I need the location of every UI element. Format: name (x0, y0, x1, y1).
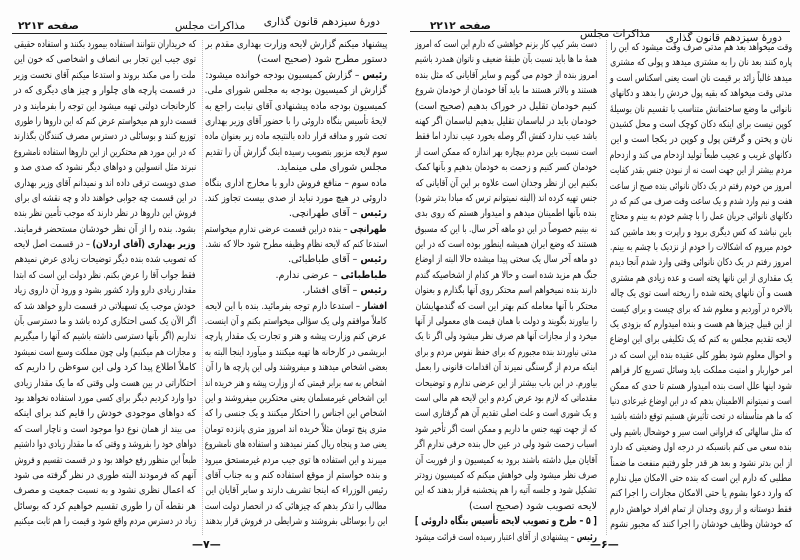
line-text: است و نمیتوانم الاطمینان بدهم که در این اوضاع غیرعادی دنیا (610, 395, 792, 407)
text-line (14, 191, 196, 206)
column-left (14, 37, 196, 530)
line-text: همهٔ ما ها باید نسبت بآن طبقهٔ ضعیف و ناتوان همدرد باشیم (415, 54, 597, 66)
line-text: – پیشنهادی از آقای اعتبار رسیده است قرائت میشود (415, 531, 577, 543)
line-text: اشخاص این اجناس را احتکار میکنند و یک جنسی را که (205, 408, 387, 420)
text-line (14, 360, 196, 375)
speaker-name: رئیس (361, 69, 387, 81)
text-line (415, 268, 597, 283)
line-text: نان و پختن و گرفتن پول و کوپن در یکجا است و این (610, 134, 792, 146)
line-text: در قسمت پارچه های چلوار و چیز های دیگری که در (14, 85, 196, 97)
line-text: مطالب را تذکر بدهم که چیزهائی که در انحصار دولت است (205, 500, 387, 512)
text-line (415, 422, 597, 437)
line-text: – عرضی ندارم. (275, 269, 341, 281)
text-line (610, 209, 792, 224)
text-line (205, 360, 387, 375)
text-line (205, 99, 387, 114)
text-line (205, 314, 387, 329)
text-line (415, 499, 597, 514)
text-line (610, 55, 792, 70)
text-line (14, 406, 196, 421)
speaker-name: رئیس (360, 208, 387, 220)
text-line (14, 222, 196, 237)
line-text: – آقای طباطبائی. (288, 254, 361, 266)
speaker-name: طهرانچی (350, 223, 387, 235)
text-line (14, 37, 196, 52)
line-text: مطلبی که دارم این است که بنده حتی الامکان میل ندارم (610, 472, 792, 484)
text-line (415, 68, 597, 83)
line-text: اسباب زحمت شود ولی در عین حال بنده حرفی ندارم اگر (415, 439, 597, 451)
line-text: لایحه تصویب شود (صحیح است) (468, 500, 597, 512)
line-text: دکانهای غریب و عجیب طبعاً تولید ازدحام می کند و ازدحام (610, 149, 792, 161)
line-text: قسمت دارو هم میخواستم عرض کنم که این داروها را طوری (14, 115, 196, 127)
line-text: امروز رفتم در یک دکان نانوائی وقتی وارد شدم آنجا دیدم (610, 257, 792, 269)
speaker-name: رئیس (576, 531, 597, 543)
text-line (610, 86, 792, 101)
text-line (14, 376, 196, 391)
line-text: – آقای افشار. (302, 285, 361, 297)
text-line (14, 345, 196, 360)
speaker-name: وزیر بهداری (آقای اردلان) (92, 239, 196, 251)
line-text: دواهای خود را بفروشد و وقتی که ما مقدار زیادی دوا داشتیم (14, 439, 196, 451)
line-text: دو ماهه آخر سال یک سختی پیدا میشده حالا البته از اوضاع (415, 254, 597, 266)
line-text: وقت میخواهد بعد هم مدتی صرف وقت میشود که این را (610, 42, 792, 53)
line-text: – استدعا دارم توجه بفرمائید. بنده با این لایحه (205, 300, 363, 312)
text-line (14, 283, 196, 298)
line-text: هفت و نیم وارد شدم و یک ساعت وقت صرف می کنم که در (610, 195, 792, 207)
text-line (14, 160, 196, 175)
line-text: که تصویب شده بنده دیگر توضیحات زیادی عرض نمیدهم (14, 254, 196, 266)
text-line (610, 456, 792, 471)
text-line (14, 483, 196, 498)
line-text: دارند بنده نمیخواهم اسم محتکر روی آنها بگذارم و بعنوان (415, 285, 597, 297)
text-line (610, 286, 792, 301)
session-title: دورهٔ سیزدهم قانون گذاری (263, 16, 380, 28)
line-text: شود اینها علل است بنده امیدوار هستم تا حدی که ممکن (610, 380, 792, 392)
text-line (415, 437, 597, 452)
text-line (14, 52, 196, 67)
text-line (205, 68, 387, 83)
text-line (205, 268, 387, 283)
line-text: مجلس شورای ملی مینماید. (276, 162, 387, 174)
line-text: بشود. بنده را از آن نظر خودشان مستحضر فرمایند. (14, 223, 196, 235)
line-text: عرض کنم وزارت پیشه و هنر و تجارت یک مقدار پارچه (205, 331, 387, 343)
text-line (610, 425, 792, 440)
line-text: ابریشمی در کارخانه ها تهیه میکنند و میآورد اینجا البته به (205, 346, 387, 358)
text-line (610, 40, 792, 55)
page-right (400, 0, 800, 560)
line-text: اگر الآن یک کسی احتکاری کرده باشد و ما دسترسی بآن (14, 316, 196, 328)
line-text: سوم لایحه مزبور بتصویب رسیده اینک گزارش آن را تقدیم (205, 146, 387, 158)
line-text: کاملاً اطلاع پیدا کرد ولی این سوءظن را داریم که (14, 362, 196, 374)
column-divider (202, 40, 203, 535)
line-text: صدی دویست ترقی داده اند و نمیدانم آقای وزیر بهداری (14, 177, 196, 189)
text-line (415, 329, 597, 344)
line-text: لایحه تقدیم مجلس به کنم که یک تکلیفی برای این اوضاع (610, 334, 792, 346)
text-line (415, 252, 597, 267)
session-title: دورهٔ سیزدهم قانون گذاری (665, 32, 782, 44)
line-text: باین نباشد که کس دیگری برود و راپرت و بعد ماشین کند (610, 226, 792, 238)
line-text: خودش موجب یک تسهیلاتی در قسمت دارو خواهد شد که (14, 300, 196, 312)
line-text: ماده سوم – منافع فروش دارو با مخارج اداری بنگاه (205, 177, 387, 189)
line-text: فقط دوستانه و از روی وجدان از تمام افراد خواهش دارم (610, 503, 792, 515)
line-text: بیاورم. در این باب بیشتر از این عرضی ندارم و توضیحات (415, 377, 597, 389)
line-text: کنیم خودمان تقلیل در خوراک بدهیم (صحیح است) (415, 100, 597, 112)
line-text: مردم بیشتر از این جهت است نه از نبودن جنس بقدر کفایت (610, 165, 792, 177)
text-line (610, 486, 792, 501)
line-text: خودمان کسر کنیم و زحمت به خودمان بدهیم و بآنها کمک (415, 162, 597, 174)
text-line (205, 422, 387, 437)
section-heading: [ ۵ – طرح و تصویب لایحه تأسیس بنگاه داروئی ] (415, 515, 597, 528)
text-line (14, 114, 196, 129)
line-text: کاملاً موافقم ولی یک سؤالی میخواستم بکنم و آن اینست. (205, 316, 387, 328)
line-text: دست بشر کیپ کار بزنم خواهشی که دارم این است که امروز (415, 39, 597, 50)
line-text: این اشخاص غیرمسلمان یعنی محتکرین میفروشند و این (205, 392, 387, 404)
text-line (415, 391, 597, 406)
speaker-name: طباطبائی (340, 269, 387, 281)
line-text: خودم میروم که اشکالات را خودم از نزدیک با چشم به بینم. (610, 242, 792, 254)
text-line (610, 409, 792, 424)
text-line (415, 468, 597, 483)
text-line (415, 453, 597, 468)
line-text: متری پنج تومان مثلاً خریده اند امروز متری پانزده تومان (205, 423, 387, 435)
line-text: تحت شور و مداقه قرار داده بالنتیجه ماده زیر بعنوان ماده (205, 131, 387, 143)
text-line (415, 37, 597, 52)
text-line (610, 225, 792, 240)
line-text: که خریداران نتوانند استفاده بیمورد بکنند و استفاده حقیقی (14, 39, 196, 50)
line-text: – آقای طهرانچی. (288, 208, 361, 220)
line-text: گزارش از کمیسیون بودجه به مجلس شورای ملی. (205, 85, 387, 97)
column-divider (606, 40, 607, 535)
text-line (415, 222, 597, 237)
folio: —۷— (192, 538, 221, 551)
text-line (14, 437, 196, 452)
text-line (415, 99, 597, 114)
line-text: خودمان باید در لباسمان تقلیل بدهیم لباسمان اگر کهنه (415, 115, 597, 127)
line-text: آنهم که فرمودند البته طوری در نظر گرفته می شود (14, 469, 196, 481)
text-line (610, 394, 792, 409)
line-text: دستور مطرح شود (صحیح است) (257, 54, 387, 66)
text-line (14, 268, 196, 283)
text-line (205, 83, 387, 98)
text-line (610, 179, 792, 194)
text-line (610, 517, 792, 532)
line-text: کوپن نیست برای اینکه دکان کوچک است و محل کشیدن (610, 118, 792, 130)
text-line (610, 471, 792, 486)
text-line (14, 514, 196, 529)
line-text: هستند که وضع ایران همیشه اینطور بوده است که در این (415, 239, 597, 251)
line-text: میخرد و از مجازات آنها هم صرف نظر میشود ولی اگر تا یک (415, 331, 597, 343)
text-line (610, 194, 792, 209)
speaker-name: رئیس (360, 254, 387, 266)
text-line (415, 160, 597, 175)
line-text: مقدار زیادی دارو وارد کشور بشود و ورود آن داروی زیاد (14, 285, 196, 297)
text-line (415, 530, 597, 545)
line-text: هستند و بالاتر هستند ما باید آقا خودمان از خودمان شروع (415, 85, 597, 97)
text-line (205, 206, 387, 221)
text-line (610, 379, 792, 394)
running-title: مذاکرات مجلس (175, 20, 246, 32)
text-line (610, 255, 792, 270)
line-text: این را بوسائلی بفروشند و شرایطی در فروش قرار بدهند (205, 516, 387, 528)
text-line (415, 176, 597, 191)
text-line (610, 148, 792, 163)
text-line (14, 129, 196, 144)
text-line (14, 391, 196, 406)
column-right (610, 40, 792, 533)
text-line (610, 302, 792, 317)
line-text: بالاخره در آوردیم و معلوم شد که برای چیست و برای کیست (610, 303, 792, 315)
line-text: یعنی صد و پنجاه ریال کمتر نمیدهند و استفاده های نامشروع (205, 439, 387, 451)
text-line (205, 176, 387, 191)
line-text: اشخاص به سه برابر قیمتی که از وزارت پیشه و هنر خریده اند (205, 377, 387, 389)
text-line (14, 329, 196, 344)
text-line (610, 132, 792, 147)
text-line (14, 83, 196, 98)
line-text: صرف نظر میشود ولی خواهش میکنم که کمیسیون زودتر (415, 469, 597, 481)
text-line (610, 71, 792, 86)
text-line (415, 283, 597, 298)
line-text: از این بدتر نشود و بعد هر قدر جلو رفتیم منفعت ما ضمناً (610, 457, 792, 469)
text-line (14, 145, 196, 160)
text-line (415, 52, 597, 67)
text-line (415, 406, 597, 421)
text-line (205, 483, 387, 498)
text-line (415, 206, 597, 221)
line-text: استدعا کنم که لایحه نظام وظیفه مطرح شود حالا که نشد. (205, 239, 387, 251)
running-title: مذاکرات مجلس (580, 28, 651, 40)
text-line (610, 102, 792, 117)
line-text: امروز من خودم رفتم در یک دکان نانوائی بنده صبح از ساعت (610, 180, 792, 192)
text-line (415, 191, 597, 206)
text-line (610, 332, 792, 347)
folio: —۶— (590, 538, 619, 551)
line-text: نداریم (اگر بآنها دسترسی داشته باشیم که آنها را میگیریم (14, 331, 196, 343)
text-line (14, 237, 196, 252)
line-text: نانوائی ما وضع ساختمانش متناسب با تقسیم نان بوسیلهٔ (610, 103, 792, 115)
text-line (610, 163, 792, 178)
line-text: لایحهٔ تأسیس بنگاه داروئی را با حضور آقای وزیر بهداری (205, 115, 387, 127)
line-text: بعضی اشخاص میدهند و میفروشند ولی این پارچه ها را آن (205, 362, 387, 374)
text-line (14, 468, 196, 483)
text-line (205, 391, 387, 406)
line-text: نبرند مثل انسولین و دواهای دیگر نشود که صدی صد و (14, 162, 196, 174)
line-text: تشکیل شود و جلسه آتیه را هم پنجشنبه قرار بدهند که این (415, 485, 597, 497)
text-line (205, 299, 387, 314)
text-line (205, 222, 387, 237)
line-text: که دواهای موجودی خودش را قایم کند برای اینکه (14, 408, 196, 420)
text-line (415, 145, 597, 160)
text-line (205, 145, 387, 160)
line-text: احتکاراتی در بین هست ولی وقتی که ما یک مقدار زیادی (14, 377, 196, 389)
text-line (14, 453, 196, 468)
line-text: که اعمال نظری نشود و به نسبت جمعیت و مصرف (14, 485, 196, 497)
text-line (415, 376, 597, 391)
text-line (205, 468, 387, 483)
text-line (610, 317, 792, 332)
line-text: ملت را می مکند بروند و استدعا میکنم آقای نخست وزیر (14, 69, 196, 81)
text-line (205, 453, 387, 468)
line-text: پیشنهاد میکنم گزارش لایحه وزارت بهداری مقدم بر (205, 39, 387, 50)
text-line (415, 129, 597, 144)
text-line (205, 406, 387, 421)
text-line (610, 363, 792, 378)
line-text: دوا وارد کردیم دیگر برای کسی مورد استفاده نخواهد بود (14, 392, 196, 404)
line-text: جنس تهیه کرده اند (البته نمیتوانم ترس که مبادا بدتر شود) (415, 192, 597, 204)
line-text: که از جهت تهیه جنس ما داریم و ممکن است اگر تأخیر شود (415, 423, 597, 435)
text-line (205, 52, 387, 67)
header-rule (410, 31, 790, 32)
line-text: امر خواربار و امنیت مملکت باید وسائل تسریع کار فراهم (610, 365, 792, 377)
text-line (14, 99, 196, 114)
line-text: مقدماتی که لازم بود عرض کردم و این لایحه هم مالی است (415, 392, 597, 404)
speaker-name: افشار (362, 300, 387, 312)
line-text: توی جیب این تجار بی انصاف و اشخاصی که خون این (14, 54, 196, 66)
line-text: بکنیم این از نظر وجدان است علاوه بر این آن آقایانی که (415, 177, 597, 189)
line-text: هر نقطه آن را طوری تقسیم خواهیم کرد که بوسائل (14, 500, 196, 512)
text-line (415, 360, 597, 375)
text-line (415, 314, 597, 329)
line-text: و یک شوری است و علت اصلی تقدیم آن هم گرفتاری است (415, 408, 597, 420)
line-text: بنده سعی می کنم بانسبکه در درجه اول وضعیتی که دارد (610, 442, 792, 454)
line-text: طبعاً این منظور رفع خواهد بود و در قسمت تقسیم و فروش (14, 454, 196, 466)
line-text: داروئی در هیچ مورد نباید از صدی بیست تجاوز کند. (205, 192, 387, 204)
line-text: کارخانجات دولتی تهیه میشود این توجه را بفرمایند و در (14, 100, 196, 112)
line-text: رئیس الوزراء که اینجا تشریف دارند و سایر آقایان این (205, 485, 387, 497)
line-text: مدتی نیاوردند بنده مجبورم که برای حفظ نفوس مردم و برای (415, 346, 597, 358)
text-line (14, 422, 196, 437)
line-text: اینکه مردم از گرسنگی نمیرند آن اقدامات قانونی را بعمل (415, 362, 597, 374)
text-line (14, 176, 196, 191)
line-text: که خودشان وظایف خودشان را اجرا کنند که مجبور نشوم (610, 519, 792, 531)
line-text: جنگ هم مزید شده است و حالا هر کدام از اشخاصیکه گندم (415, 269, 597, 281)
text-line (415, 345, 597, 360)
line-text: امروز بنده از خودم می گویم و سایر آقایانی که مثل بنده (415, 69, 597, 81)
text-line (415, 114, 597, 129)
column-left (415, 37, 597, 545)
text-line (610, 502, 792, 517)
text-line (205, 129, 387, 144)
line-text: فقط جواب آقا را عرض بکنم. نظر دولت این است که ابتدا (14, 269, 196, 281)
line-text: فروش این داروها در نظر دارند که موجب تأمین نظر بنده (14, 208, 196, 220)
line-text: یک مقداری از این نانها پخته است و عده زیادی هم مشتری (610, 272, 792, 284)
line-text: میدهد غالباً زائد بر قیمت نان است یعنی اسکناس است و (610, 72, 792, 84)
line-text: و بنده خواستم از موقع استفاده کنم و به جناب آقای (205, 469, 387, 481)
text-line (14, 299, 196, 314)
line-text: توزیع کنند و بوسائلی در دسترس مصرف کنندگان بگذارند (14, 131, 196, 143)
text-line (610, 440, 792, 455)
text-line (415, 483, 597, 498)
line-text: است نسبت باین مردم بیچاره بهر اندازه که ممکن است از (415, 146, 597, 158)
line-text: زیاد در دسترس مردم واقع شود و قیمت را هم ثابت میکنیم (14, 516, 196, 528)
line-text: نه بینیم خصوصاً در این دو ماهه آخر سال. با این که مسبوق (415, 223, 597, 235)
text-line (14, 206, 196, 221)
speaker-name: رئیس (360, 285, 387, 297)
line-text: که وارد دعوا بشوم یا حتی الامکان مجازات را اجرا کنم (610, 488, 792, 500)
text-line (415, 299, 597, 314)
line-text: را بیاورند بگویند و دولت با همان قیمت های معمولی از آنها (415, 316, 597, 328)
line-text: که مثل سالهائی که فراوانی است سیر و خوشحال باشیم ولی (610, 426, 792, 438)
line-text: می بیند از همان نوع دوا موجود است و ناچار است که (14, 423, 196, 435)
line-text: هست و آن نانهای پخته شده را ریخته است توی یک چاله (610, 288, 792, 300)
line-text: و احوال معلوم شود بطور کلی عقیده بنده این است که در (610, 349, 792, 361)
text-line (610, 240, 792, 255)
text-line (610, 117, 792, 132)
line-text: و مجازات هم میکنیم) ولی چون مملکت وسیع است نمیشود (14, 346, 196, 358)
line-text: بنده بآنها اطمینان میدهم و امیدوار هستم که روی بدی (415, 208, 597, 220)
header-rule (12, 33, 387, 34)
text-line (415, 237, 597, 252)
line-text: از این قبیل چیزها هم هست و بنده امیدوارم که بزودی یک (610, 319, 792, 331)
line-text: – بنده دراین قسمت عرضی ندارم میخواستم (205, 223, 351, 235)
line-text: مدتی وقت میخواهد که بقیه پول خردش را بدهد و دکانهای (610, 88, 792, 100)
text-line (205, 499, 387, 514)
line-text: – در قسمت اصل لایحه (14, 239, 93, 251)
text-line (205, 376, 387, 391)
text-line (205, 283, 387, 298)
line-text: محتکر با آنها معامله کنم بهتر این است که گندمهایشان (415, 300, 597, 312)
line-text: باشد عیب ندارد کفش اگر وصله بخورد عیب ندارد اما فقط (415, 131, 597, 143)
line-text: که در این مورد هم محتکرین از این داروها استفاده نامشروع (14, 146, 196, 158)
text-line (14, 68, 196, 83)
text-line (205, 191, 387, 206)
text-line (205, 437, 387, 452)
line-text: میبرند و این استفاده ها توی جیب مردم غیرمستحق میرود (205, 454, 387, 466)
text-line (205, 237, 387, 252)
line-text: پاره کنند بعد نان را به مشتری میدهد و پولی که مشتری (610, 57, 792, 69)
text-line (14, 314, 196, 329)
text-line (610, 348, 792, 363)
text-line (14, 499, 196, 514)
text-line (205, 252, 387, 267)
column-right (205, 37, 387, 530)
line-text: – گزارش کمیسیون بودجه خوانده میشود: (205, 69, 362, 81)
page-number: صفحه ۲۲۱۲ (430, 20, 491, 32)
text-line (205, 114, 387, 129)
text-line (14, 252, 196, 267)
line-text: در این قسمت چه جوابی خواهند داد و چه نقشه ای برای (14, 192, 196, 204)
page-number: صفحه ۲۲۱۳ (18, 20, 79, 32)
text-line (415, 83, 597, 98)
text-line (610, 271, 792, 286)
text-line (205, 160, 387, 175)
line-text: آقایان میل داشته باشند برود به کمیسیون و از فوریت آن (415, 454, 597, 466)
line-text: که ما هم متأسفانه در تحت تأثیرش هستیم توقع داشته باشید (610, 411, 792, 423)
line-text: کمیسیون بودجه ماده پیشنهادی آقای نیابت راجع به (205, 100, 387, 112)
line-text: دکانهای نانوائی جریان عمل را با چشم خودم به بینم و محتاج (610, 211, 792, 223)
